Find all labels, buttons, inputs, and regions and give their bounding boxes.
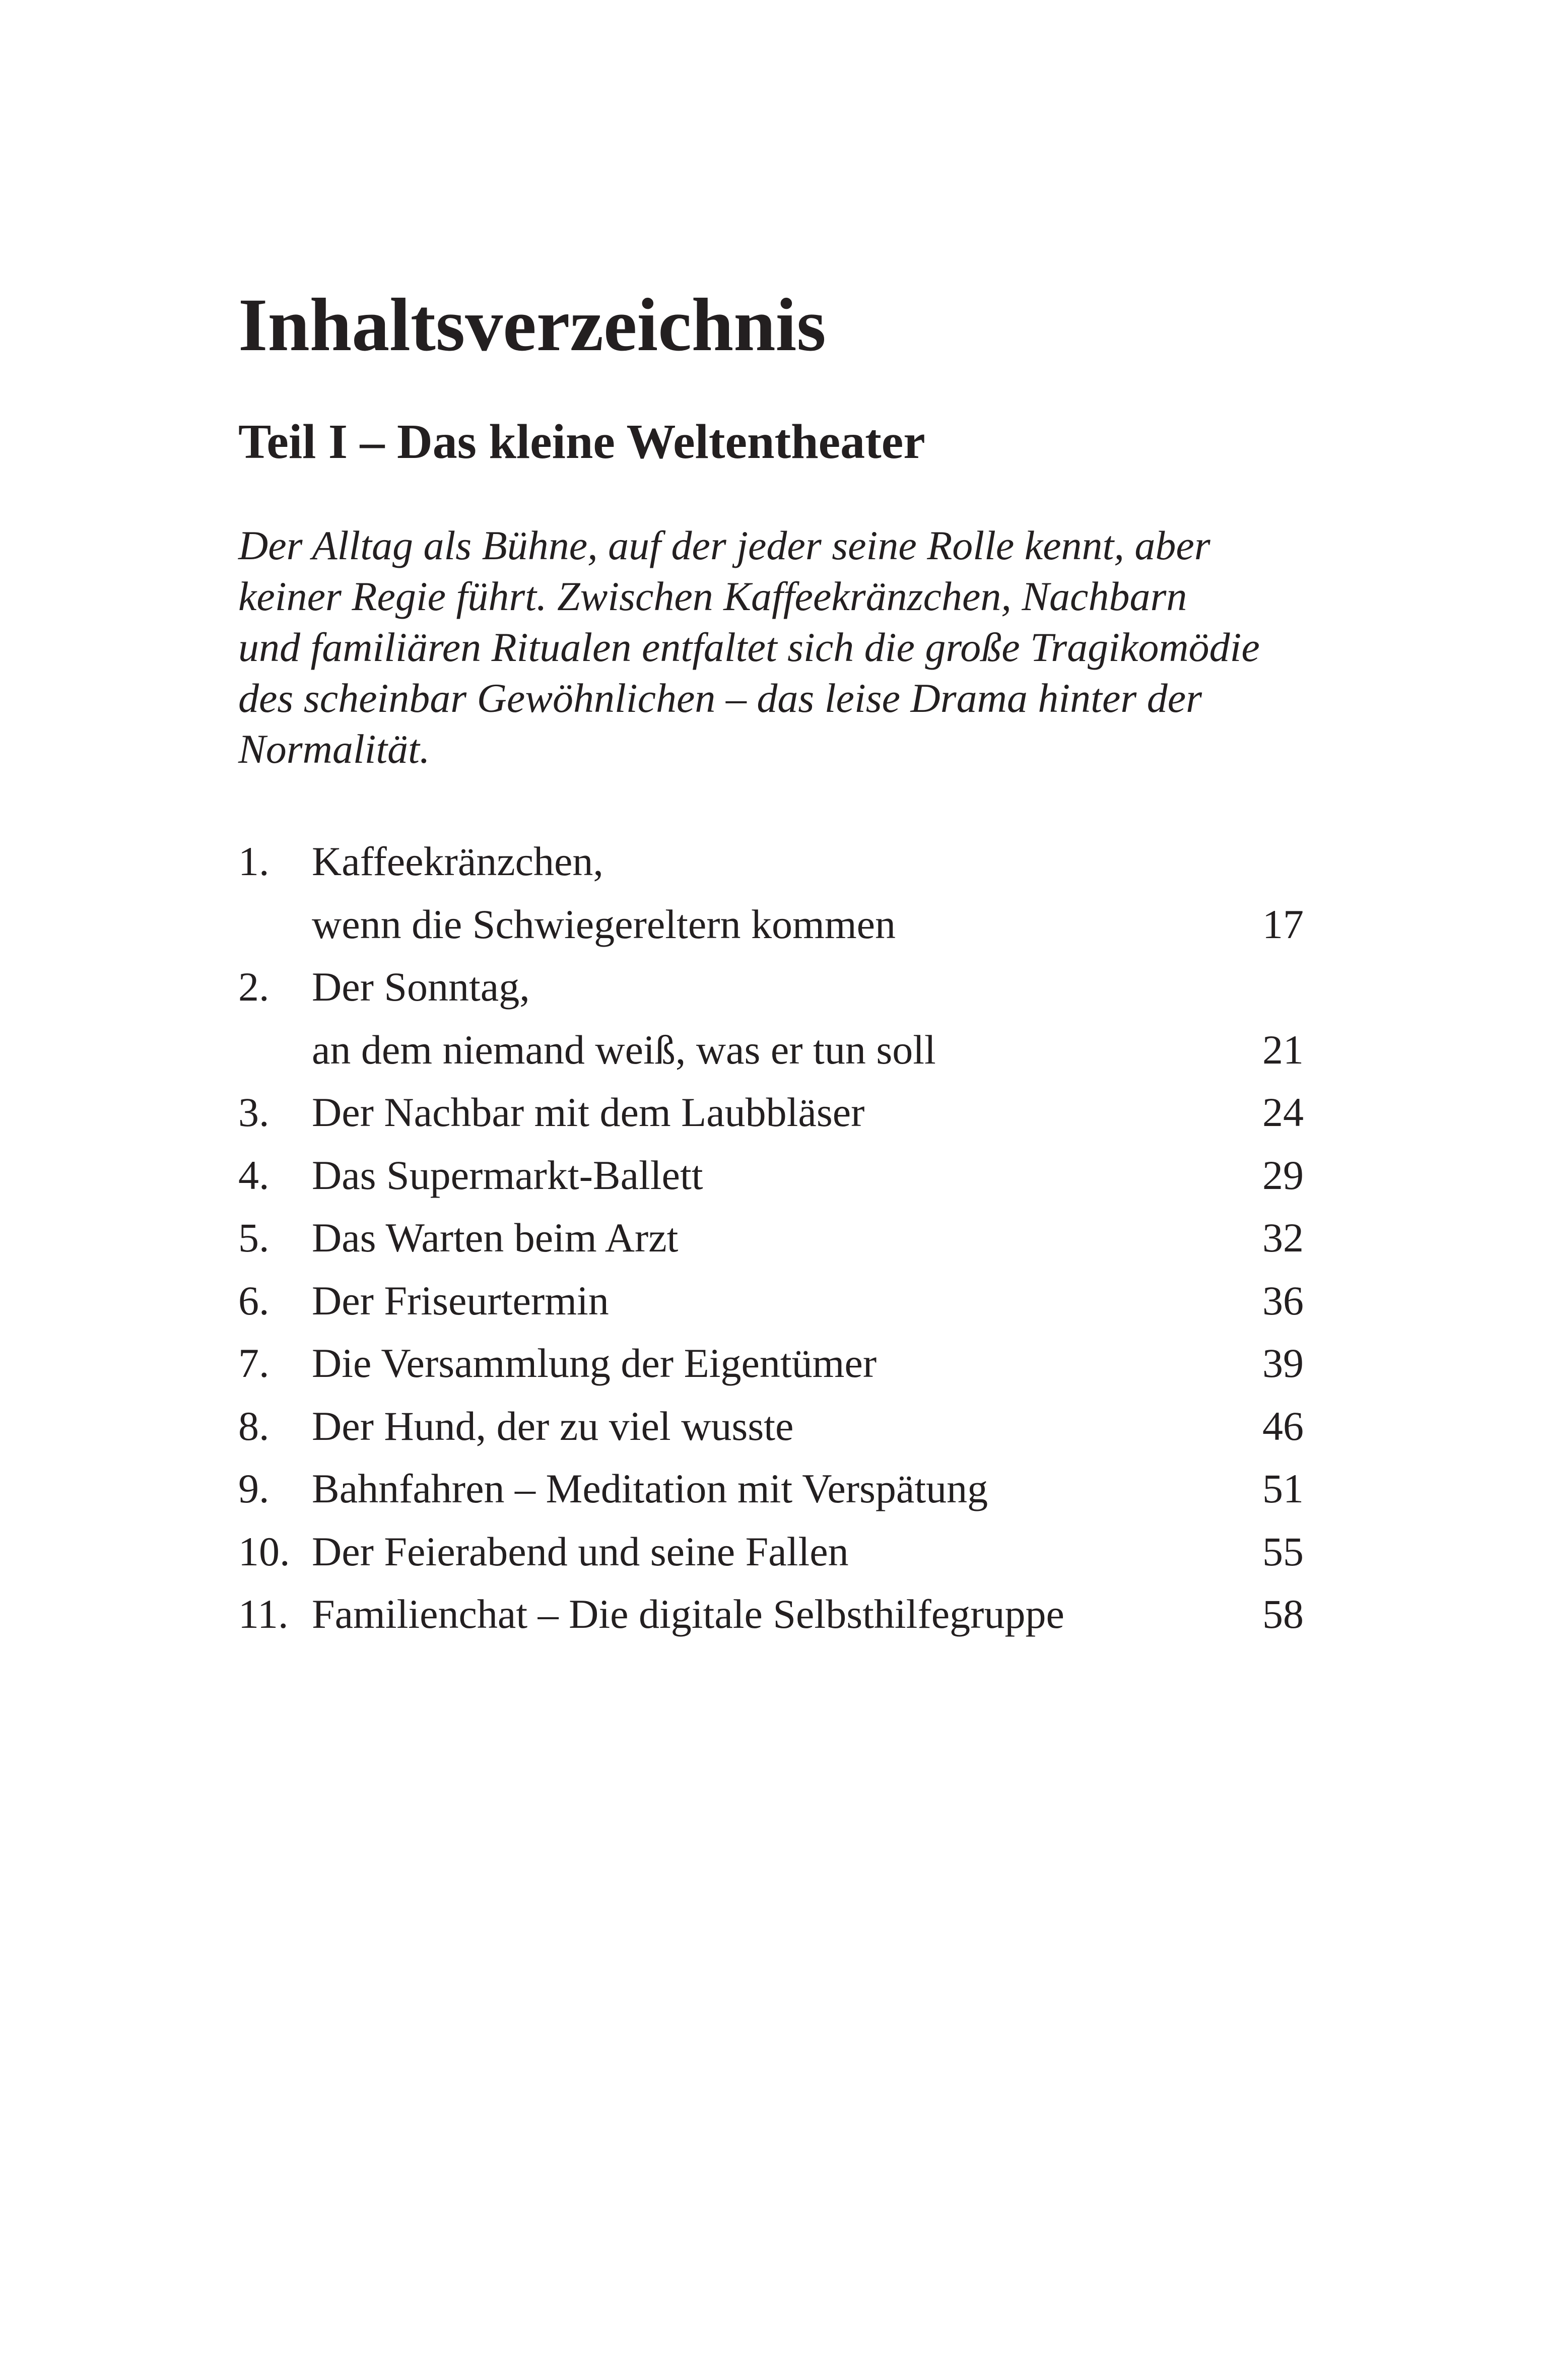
part-title: Teil I – Das kleine Weltentheater: [238, 415, 925, 469]
toc-page-number: 46: [1262, 1403, 1304, 1449]
intro-line: des scheinbar Gewöhnlichen – das leise Drama hinter der: [238, 675, 1202, 721]
table-of-contents: [238, 830, 1304, 1646]
toc-entry: [238, 956, 1304, 1081]
toc-chapter-title: Bahnfahren – Meditation mit Verspätung: [312, 1466, 988, 1511]
toc-chapter-number: 5.: [238, 1215, 270, 1261]
toc-line: [238, 1395, 1304, 1458]
intro-line: und familiären Ritualen entfaltet sich die große Tragikomödie: [238, 624, 1260, 670]
toc-entry: [238, 1583, 1304, 1646]
toc-chapter-number: 9.: [238, 1466, 270, 1511]
toc-entry: [238, 1081, 1304, 1144]
toc-line: [238, 1583, 1304, 1646]
toc-chapter-title: an dem niemand weiß, was er tun soll: [312, 1026, 936, 1073]
toc-page-number: 21: [1262, 1026, 1304, 1073]
toc-line: [238, 1458, 1304, 1520]
toc-page-number: 29: [1262, 1152, 1304, 1198]
toc-chapter-title: Die Versammlung der Eigentümer: [312, 1340, 877, 1386]
toc-chapter-title: Familienchat – Die digitale Selbsthilfegruppe: [312, 1591, 1064, 1637]
toc-line: [238, 956, 1304, 1019]
toc-entry: [238, 1395, 1304, 1458]
toc-chapter-title: Das Warten beim Arzt: [312, 1215, 679, 1261]
toc-chapter-number: 4.: [238, 1152, 270, 1198]
toc-chapter-number: 3.: [238, 1089, 270, 1135]
toc-line: [238, 830, 1304, 893]
intro-line: Der Alltag als Bühne, auf der jeder seine Rolle kennt, aber: [238, 522, 1210, 568]
part-intro: [238, 520, 1306, 774]
toc-page-number: 32: [1262, 1215, 1304, 1261]
toc-page-number: 36: [1262, 1277, 1304, 1324]
toc-entry: [238, 1144, 1304, 1207]
toc-page-number: 17: [1262, 901, 1304, 947]
toc-entry: [238, 1458, 1304, 1520]
toc-entry: [238, 1332, 1304, 1395]
toc-chapter-number: 11.: [238, 1591, 289, 1637]
toc-chapter-title: Der Feierabend und seine Fallen: [312, 1528, 849, 1574]
toc-entry: [238, 1270, 1304, 1333]
toc-line: [238, 1081, 1304, 1144]
toc-chapter-title: wenn die Schwiegereltern kommen: [312, 901, 896, 947]
toc-line: [238, 1270, 1304, 1333]
toc-chapter-number: 10.: [238, 1528, 290, 1574]
toc-page-number: 24: [1262, 1089, 1304, 1135]
intro-line: keiner Regie führt. Zwischen Kaffeekränzchen, Nachbarn: [238, 573, 1187, 619]
toc-chapter-number: 1.: [238, 838, 270, 884]
toc-page-number: 58: [1262, 1591, 1304, 1637]
toc-page-number: 55: [1262, 1528, 1304, 1574]
toc-line: [238, 1019, 1304, 1082]
toc-line: [238, 1332, 1304, 1395]
toc-page-number: 39: [1262, 1340, 1304, 1386]
toc-line: [238, 1207, 1304, 1270]
toc-line: [238, 893, 1304, 956]
toc-chapter-title: Kaffeekränzchen,: [312, 838, 603, 884]
toc-chapter-number: 8.: [238, 1403, 270, 1449]
toc-chapter-title: Der Friseurtermin: [312, 1277, 609, 1324]
intro-line: Normalität.: [238, 726, 430, 772]
toc-entry: [238, 830, 1304, 956]
toc-chapter-title: Das Supermarkt-Ballett: [312, 1152, 703, 1198]
toc-page-number: 51: [1262, 1466, 1304, 1511]
toc-chapter-title: Der Hund, der zu viel wusste: [312, 1403, 794, 1449]
toc-entry: [238, 1207, 1304, 1270]
toc-chapter-title: Der Nachbar mit dem Laubbläser: [312, 1089, 865, 1135]
page-title: Inhaltsverzeichnis: [238, 283, 826, 367]
toc-chapter-number: 7.: [238, 1340, 270, 1386]
toc-entry: [238, 1520, 1304, 1583]
toc-line: [238, 1520, 1304, 1583]
toc-line: [238, 1144, 1304, 1207]
toc-chapter-number: 6.: [238, 1277, 270, 1324]
toc-chapter-title: Der Sonntag,: [312, 964, 530, 1010]
toc-chapter-number: 2.: [238, 964, 270, 1010]
